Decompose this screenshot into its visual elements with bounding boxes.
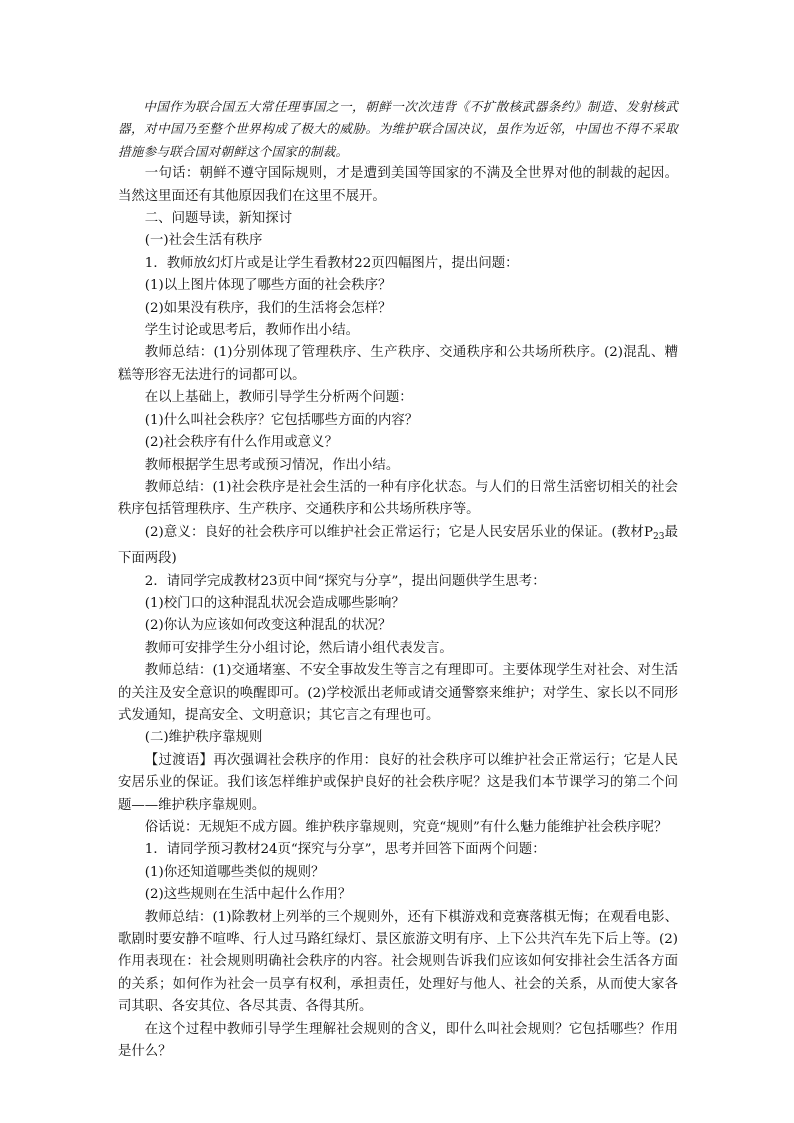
question-item: (1)以上图片体现了哪些方面的社会秩序？ [144, 278, 392, 294]
teacher-summary-paragraph: 教师总结：(1)分别体现了管理秩序、生产秩序、交通秩序和公共场所秩序。(2)混乱、糟糕等形容无法进行的词都可以。 [118, 345, 678, 383]
paragraph-intro-quote: 中国作为联合国五大常任理事国之一，朝鲜一次次违背《不扩散核武器条约》制造、发射核武器，对中国乃至整个世界构成了极大的威胁。为维护联合国决议，虽作为近邻，中国也不得不采取措施参与联合国对朝鲜这个国家的制裁。 [118, 99, 678, 159]
subsection-heading: (一)社会生活有秩序 [144, 233, 263, 249]
question-item: (2)社会秩序有什么作用或意义？ [144, 435, 338, 451]
question-item: (1)校门口的这种混乱状况会造成哪些影响？ [144, 595, 405, 611]
task-paragraph: 1．教师放幻灯片或是让学生看教材22页四幅图片，提出问题： [144, 255, 519, 271]
paragraph-summary: 一句话：朝鲜不遵守国际规则，才是遭到美国等国家的不满及全世界对他的制裁的起因。当然这里面还有其他原因我们在这里不展开。 [118, 166, 678, 204]
text-paragraph: 学生讨论或思考后，教师作出小结。 [144, 323, 360, 339]
transition-paragraph: 【过渡语】再次强调社会秩序的作用：良好的社会秩序可以维护社会正常运行；它是人民安居乐业的保证。我们该怎样维护或保护良好的社会秩序呢？这是我们本节课学习的第二个问题——维护秩序靠规则。 [118, 752, 678, 813]
question-item: (1)什么叫社会秩序？它包括哪些方面的内容？ [144, 412, 419, 428]
document-page [118, 96, 678, 1063]
proverb-paragraph: 俗话说：无规矩不成方圆。维护秩序靠规则，究竟“规则”有什么魅力能维护社会秩序呢？ [144, 820, 668, 835]
teacher-summary-paragraph: 教师总结：(1)除教材上列举的三个规则外，还有下棋游戏和竞赛落棋无悔；在观看电影、歌剧时要安静不喧哗、行人过马路红绿灯、景区旅游文明有序、上下公共汽车先下后上等。(2)作用表现在：社会规则明确社会秩序的内容。社会规则告诉我们应该如何安排社会生活各方面的关系；如何作为社会一员享有权利，承担责任，处理好与他人、社会的关系，从而使大家各司其职、各安其位、各尽其责、各得其所。 [118, 909, 678, 1015]
task-paragraph: 2．请同学完成教材23页中间“探究与分享”，提出问题供学生思考： [144, 573, 546, 589]
page-subscript: 23 [652, 531, 665, 542]
teacher-summary-paragraph: 教师总结：(1)社会秩序是社会生活的一种有序化状态。与人们的日常生活密切相关的社会秩序包括管理秩序、生产秩序、交通秩序和公共场所秩序等。 [118, 479, 678, 518]
closing-paragraph: 在这个过程中教师引导学生理解社会规则的含义，即什么叫社会规则？它包括哪些？作用是什么？ [118, 1021, 678, 1060]
text-paragraph: 教师根据学生思考或预习情况，作出小结。 [144, 457, 400, 473]
question-item: (2)这些规则在生活中起什么作用？ [144, 887, 352, 903]
meaning-text-tail: 最下面两段) [118, 524, 678, 567]
subsection-heading: (二)维护秩序靠规则 [144, 730, 263, 746]
meaning-text: (2)意义：良好的社会秩序可以维护社会正常运行；它是人民安居乐业的保证。(教材P [144, 524, 653, 540]
text-paragraph: 在以上基础上，教师引导学生分析两个问题： [144, 390, 413, 406]
question-item: (2)你认为应该如何改变这种混乱的状况？ [144, 618, 392, 634]
teacher-summary-paragraph: 教师总结：(1)交通堵塞、不安全事故发生等言之有理即可。主要体现学生对社会、对生活的关注及安全意识的唤醒即可。(2)学校派出老师或请交通警察来维护；对学生、家长以不同形式发通知，提高安全、文明意识；其它言之有理也可。 [118, 663, 678, 723]
section-heading: 二、问题导读，新知探讨 [144, 211, 293, 227]
question-item: (1)你还知道哪些类似的规则？ [144, 864, 325, 880]
task-paragraph: 1．请同学预习教材24页“探究与分享”，思考并回答下面两个问题： [144, 842, 546, 858]
text-paragraph: 教师可安排学生分小组讨论，然后请小组代表发言。 [144, 640, 453, 656]
meaning-paragraph [118, 522, 678, 571]
question-item: (2)如果没有秩序，我们的生活将会怎样？ [144, 300, 392, 316]
